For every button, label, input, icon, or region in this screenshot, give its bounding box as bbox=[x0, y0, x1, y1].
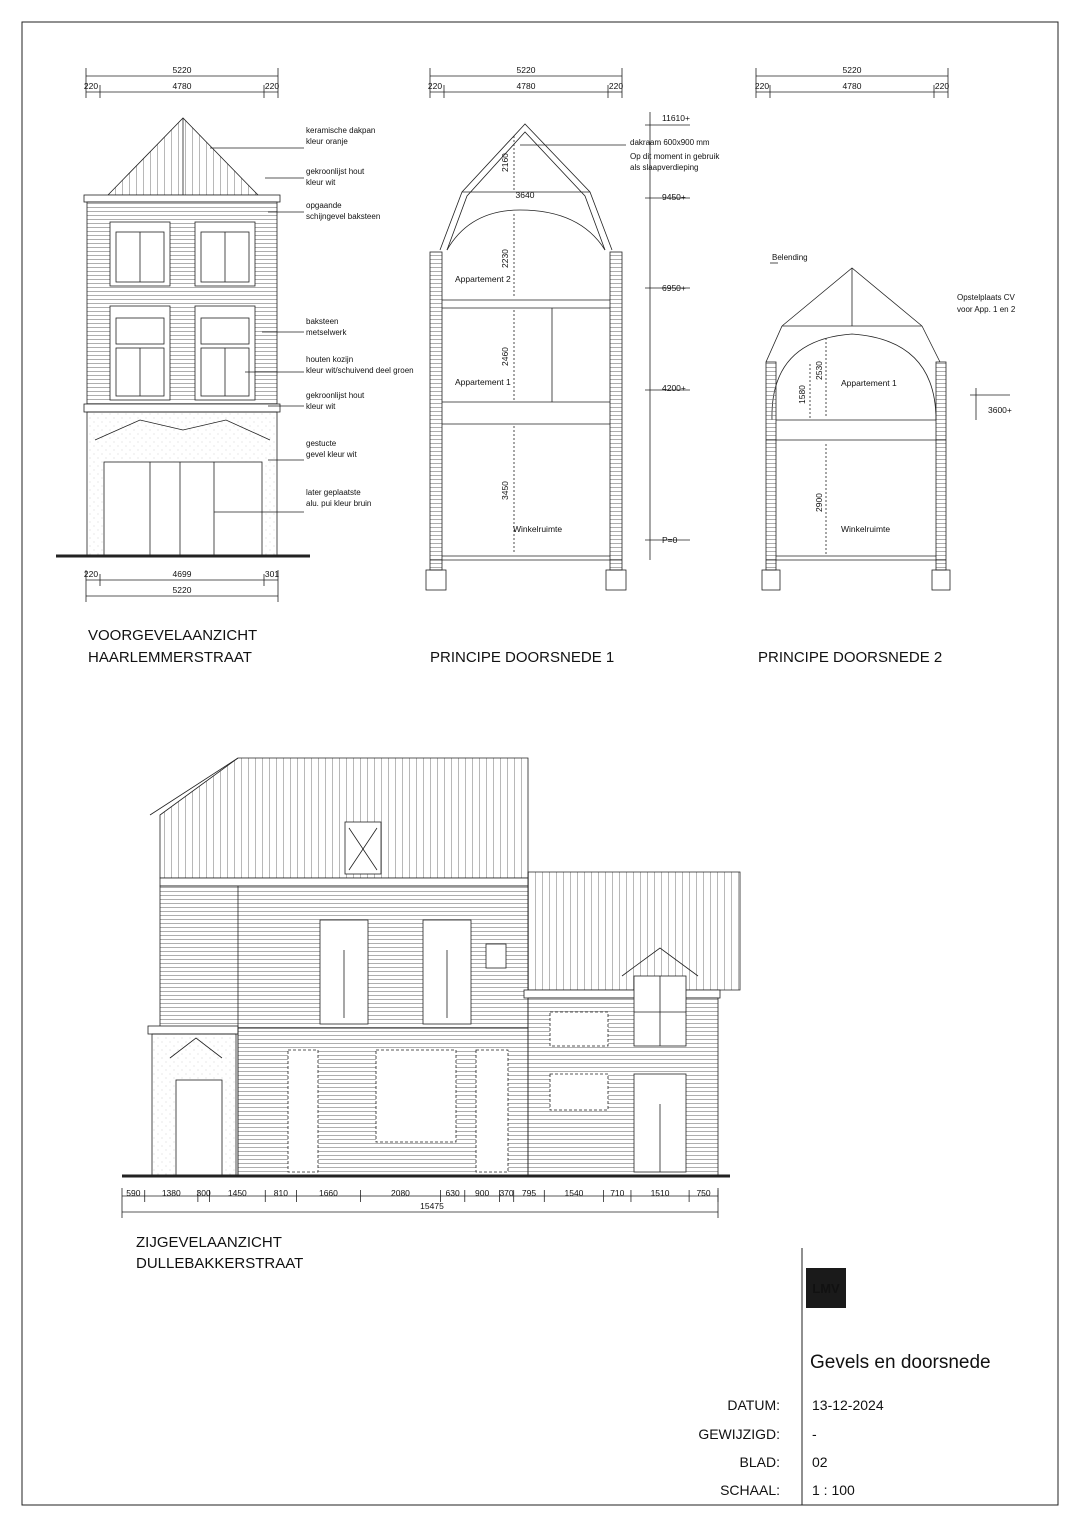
dimension-label: 810 bbox=[273, 1188, 288, 1198]
dimension-label: 710 bbox=[610, 1188, 625, 1198]
s1-dim-right: 220 bbox=[608, 81, 624, 91]
note-line: als slaapverdieping bbox=[630, 163, 699, 172]
s1-dim-total: 5220 bbox=[516, 65, 536, 75]
annotation-line: alu. pui kleur bruin bbox=[306, 499, 372, 508]
level-label: 4200+ bbox=[662, 383, 686, 393]
side-elevation bbox=[122, 758, 740, 1218]
level-label: 9450+ bbox=[662, 192, 686, 202]
front-dim-mid: 4780 bbox=[172, 81, 192, 91]
room-label: Winkelruimte bbox=[841, 524, 891, 534]
room-label: Winkelruimte bbox=[513, 524, 563, 534]
field-label: BLAD: bbox=[739, 1454, 780, 1470]
section-2-text bbox=[755, 65, 1016, 666]
height-label: 2160 bbox=[500, 153, 510, 172]
s2-dim-right: 220 bbox=[934, 81, 950, 91]
section-2 bbox=[756, 68, 1010, 590]
field-value: - bbox=[812, 1426, 817, 1442]
height-label: 2900 bbox=[814, 493, 824, 512]
level-label: 6950+ bbox=[662, 283, 686, 293]
front-elevation bbox=[56, 68, 310, 602]
side-dimension-labels bbox=[126, 1188, 718, 1202]
height-label: 2230 bbox=[500, 249, 510, 268]
level-label: P=0 bbox=[662, 535, 678, 545]
annotation-line: later geplaatste bbox=[306, 488, 361, 497]
front-dim-bottom-left: 220 bbox=[83, 569, 99, 579]
dimension-label: 590 bbox=[126, 1188, 141, 1198]
s2-dim-left: 220 bbox=[754, 81, 770, 91]
logo-text: LMV bbox=[812, 1281, 840, 1296]
annotation-line: baksteen bbox=[306, 317, 339, 326]
dimension-label: 1540 bbox=[564, 1188, 584, 1198]
field-value: 02 bbox=[812, 1454, 828, 1470]
title-block bbox=[698, 1248, 990, 1505]
note-line: Op dit moment in gebruik bbox=[630, 152, 720, 161]
field-label: DATUM: bbox=[727, 1397, 780, 1413]
dimension-label: 2080 bbox=[390, 1188, 410, 1198]
front-dim-total: 5220 bbox=[172, 65, 192, 75]
dimension-label: 1380 bbox=[161, 1188, 181, 1198]
front-dim-bottom-total: 5220 bbox=[172, 585, 192, 595]
dimension-label: 300 bbox=[196, 1188, 211, 1198]
annotation-line: gekroonlijst hout bbox=[306, 391, 365, 400]
annotation-line: kleur wit/schuivend deel groen bbox=[306, 366, 414, 375]
annotation-line: kleur wit bbox=[306, 402, 336, 411]
field-label: SCHAAL: bbox=[720, 1482, 780, 1498]
annotation-line: metselwerk bbox=[306, 328, 347, 337]
annotation-line: gestucte bbox=[306, 439, 337, 448]
side-view-title: ZIJGEVELAANZICHT bbox=[136, 1234, 282, 1251]
section-2-title: PRINCIPE DOORSNEDE 2 bbox=[758, 649, 943, 666]
annotation-line: gevel kleur wit bbox=[306, 450, 357, 459]
side-view-subtitle: DULLEBAKKERSTRAAT bbox=[136, 1255, 304, 1272]
level-label: 11610+ bbox=[662, 113, 690, 123]
front-dim-left: 220 bbox=[83, 81, 99, 91]
front-dim-bottom-right: 301 bbox=[264, 569, 280, 579]
dimension-label: 900 bbox=[475, 1188, 490, 1198]
dimension-label: 750 bbox=[696, 1188, 711, 1198]
s2-dim-mid: 4780 bbox=[842, 81, 862, 91]
note-line: dakraam 600x900 mm bbox=[630, 138, 710, 147]
room-label: Appartement 2 bbox=[455, 274, 511, 284]
note-line: Opstelplaats CV bbox=[957, 293, 1015, 302]
dimension-label: 630 bbox=[445, 1188, 460, 1198]
s1-dim-mid: 4780 bbox=[516, 81, 536, 91]
annotation-line: gekroonlijst hout bbox=[306, 167, 365, 176]
dimension-label: 1450 bbox=[227, 1188, 247, 1198]
width-label: 3640 bbox=[515, 190, 535, 200]
dimension-label: 1510 bbox=[650, 1188, 670, 1198]
height-label: 2530 bbox=[814, 361, 824, 380]
annotation-line: keramische dakpan bbox=[306, 126, 376, 135]
room-label: Appartement 1 bbox=[455, 377, 511, 387]
dimension-label: 795 bbox=[521, 1188, 537, 1198]
dimension-label: 1660 bbox=[318, 1188, 338, 1198]
neighbour-label: Belending bbox=[772, 253, 808, 262]
note-line: voor App. 1 en 2 bbox=[957, 305, 1016, 314]
sheet-title: Gevels en doorsnede bbox=[810, 1352, 991, 1373]
level-label: 3600+ bbox=[988, 405, 1012, 415]
side-dim-total: 15475 bbox=[420, 1201, 444, 1211]
front-dim-bottom-mid: 4699 bbox=[172, 569, 192, 579]
s2-dim-total: 5220 bbox=[842, 65, 862, 75]
front-view-title: VOORGEVELAANZICHT bbox=[88, 627, 258, 644]
annotation-line: kleur wit bbox=[306, 178, 336, 187]
annotation-line: schijngevel baksteen bbox=[306, 212, 381, 221]
field-value: 13-12-2024 bbox=[812, 1397, 884, 1413]
height-label: 2460 bbox=[500, 347, 510, 366]
annotation-line: opgaande bbox=[306, 201, 342, 210]
field-value: 1 : 100 bbox=[812, 1482, 855, 1498]
height-label: 3450 bbox=[500, 481, 510, 500]
dimension-label: 370 bbox=[499, 1188, 514, 1198]
front-dim-right: 220 bbox=[264, 81, 280, 91]
annotation-line: houten kozijn bbox=[306, 355, 354, 364]
field-label: GEWIJZIGD: bbox=[698, 1426, 780, 1442]
height-label: 1580 bbox=[797, 385, 807, 404]
section-1-title: PRINCIPE DOORSNEDE 1 bbox=[430, 649, 615, 666]
annotation-line: kleur oranje bbox=[306, 137, 348, 146]
section-1-text bbox=[428, 65, 720, 666]
s1-dim-left: 220 bbox=[427, 81, 443, 91]
room-label: Appartement 1 bbox=[841, 378, 897, 388]
front-view-subtitle: HAARLEMMERSTRAAT bbox=[88, 649, 252, 666]
